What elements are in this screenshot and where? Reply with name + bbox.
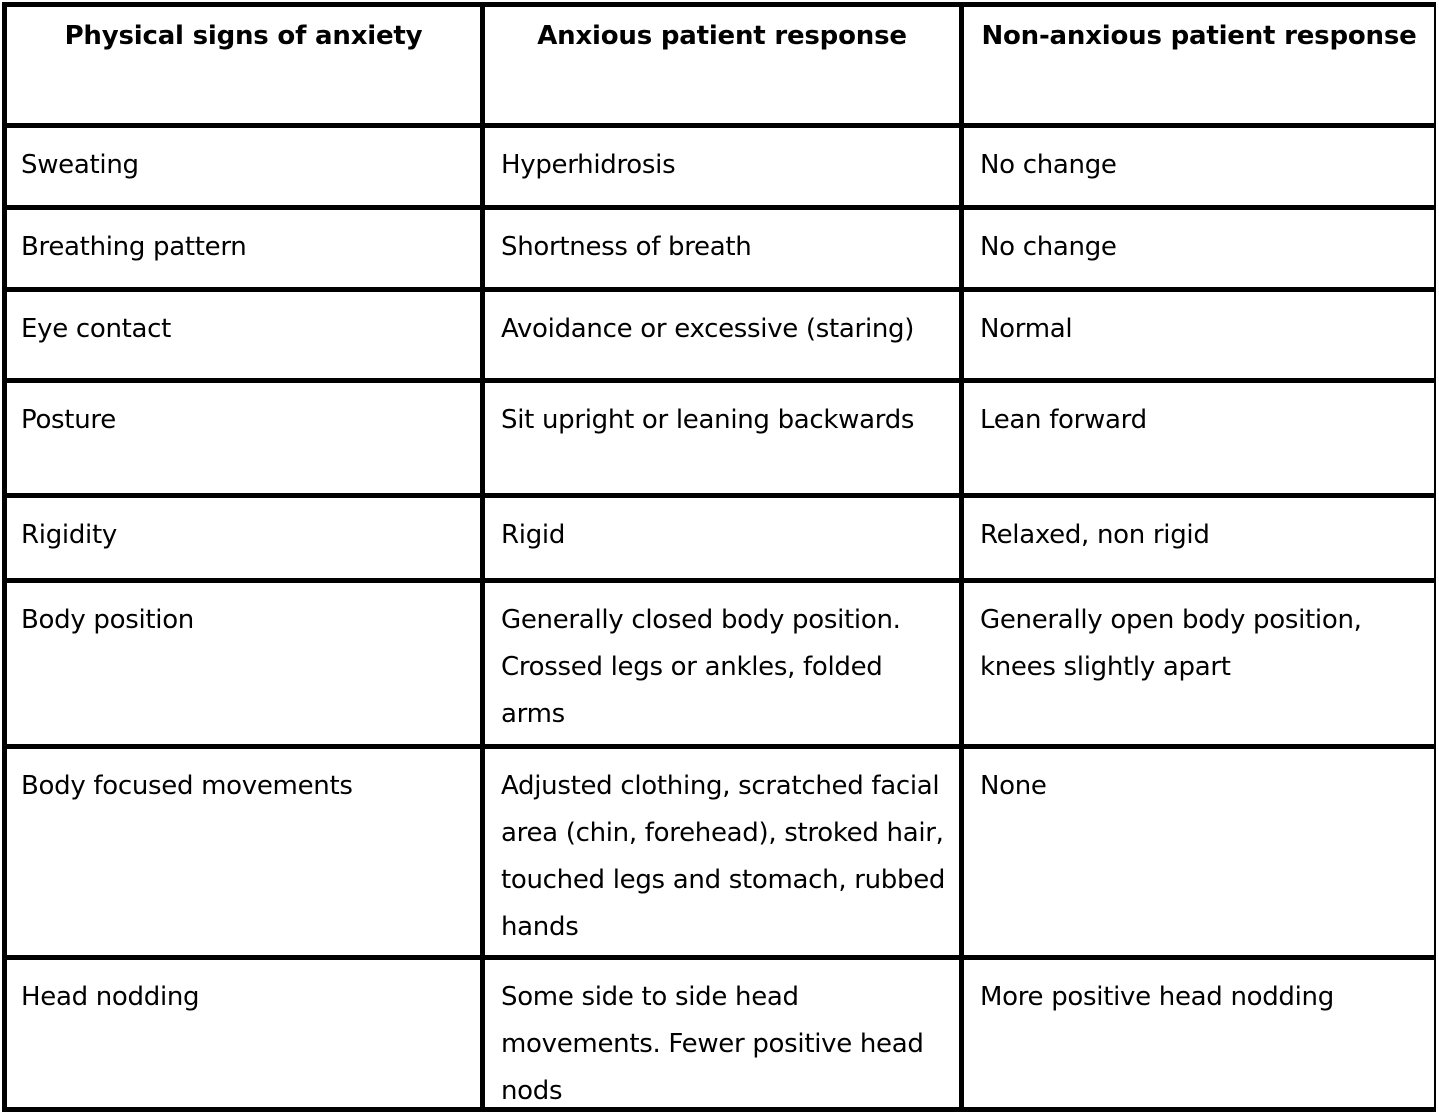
- row-body-movements-anxious: Adjusted clothing, scratched facial area (chin, forehead), stroked hair, touched legs and stomach, rubbed hands: [485, 749, 959, 955]
- row-eye-contact-non-anxious: Normal: [964, 292, 1434, 378]
- row-head-nodding-non-anxious: More positive head nodding: [964, 960, 1434, 1107]
- row-breathing-anxious: Shortness of breath: [485, 210, 959, 287]
- row-posture-anxious: Sit upright or leaning backwards: [485, 383, 959, 493]
- row-posture-non-anxious: Lean forward: [964, 383, 1434, 493]
- row-posture-sign: Posture: [7, 383, 480, 493]
- row-head-nodding-anxious: Some side to side head movements. Fewer positive head nods: [485, 960, 959, 1107]
- header-physical-signs: Physical signs of anxiety: [7, 7, 480, 123]
- row-body-position-non-anxious: Generally open body position, knees slightly apart: [964, 583, 1434, 744]
- row-sweating-anxious: Hyperhidrosis: [485, 128, 959, 205]
- row-breathing-non-anxious: No change: [964, 210, 1434, 287]
- row-sweating-non-anxious: No change: [964, 128, 1434, 205]
- anxiety-signs-table: [2, 2, 1436, 1112]
- row-rigidity-sign: Rigidity: [7, 498, 480, 578]
- row-body-position-sign: Body position: [7, 583, 480, 744]
- header-anxious-response: Anxious patient response: [485, 7, 959, 123]
- row-body-movements-non-anxious: None: [964, 749, 1434, 955]
- row-body-position-anxious: Generally closed body position. Crossed legs or ankles, folded arms: [485, 583, 959, 744]
- row-eye-contact-sign: Eye contact: [7, 292, 480, 378]
- row-rigidity-anxious: Rigid: [485, 498, 959, 578]
- row-rigidity-non-anxious: Relaxed, non rigid: [964, 498, 1434, 578]
- row-sweating-sign: Sweating: [7, 128, 480, 205]
- row-breathing-sign: Breathing pattern: [7, 210, 480, 287]
- header-non-anxious-response: Non-anxious patient response: [964, 7, 1434, 123]
- row-head-nodding-sign: Head nodding: [7, 960, 480, 1107]
- row-eye-contact-anxious: Avoidance or excessive (staring): [485, 292, 959, 378]
- row-body-movements-sign: Body focused movements: [7, 749, 480, 955]
